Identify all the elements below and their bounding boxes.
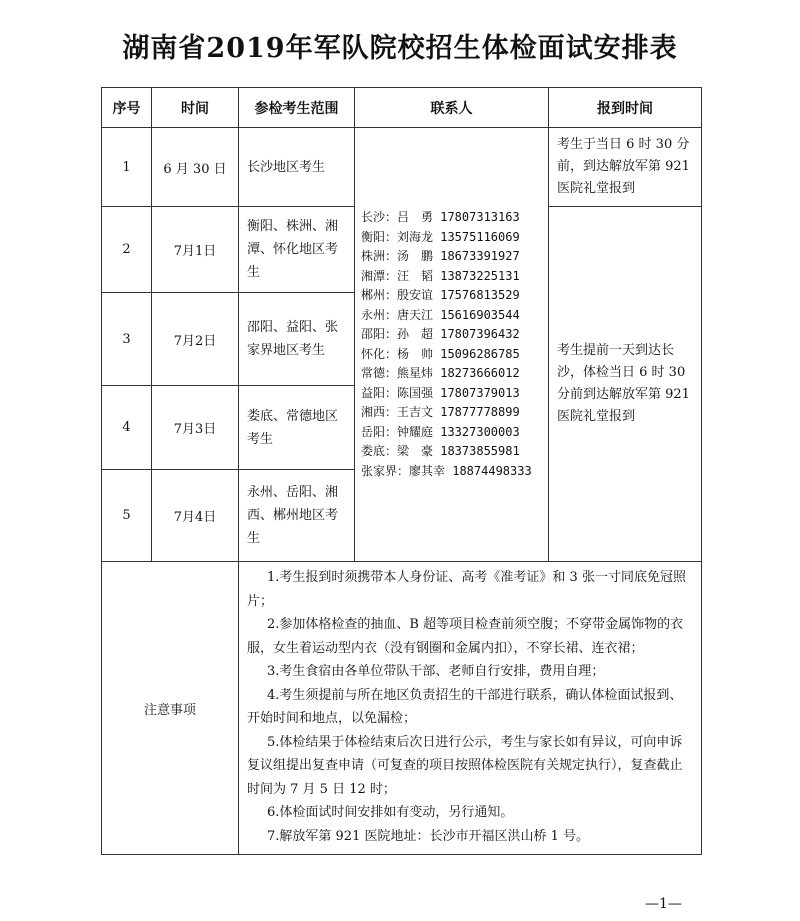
contact-entry: 娄底：梁 豪 18373855981 <box>361 444 520 458</box>
note-item: 2.参加体格检查的抽血、B 超等项目检查前须空腹；不穿带金属饰物的衣服，女生着运动型内衣（没有钢圈和金属内扣），不穿长裙、连衣裙； <box>247 617 684 656</box>
schedule-table <box>101 87 702 855</box>
row-range: 衡阳、株洲、湘潭、怀化地区考生 <box>239 207 355 293</box>
row-seq: 1 <box>102 128 152 207</box>
row-date: 7月2日 <box>152 293 239 386</box>
page-title: 湖南省2019年军队院校招生体检面试安排表 <box>122 33 678 64</box>
note-item: 3.考生食宿由各单位带队干部、老师自行安排，费用自理； <box>267 664 605 679</box>
note-item: 1.考生报到时须携带本人身份证、高考《准考证》和 3 张一寸同底免冠照片； <box>247 570 686 609</box>
row-range: 娄底、常德地区考生 <box>239 386 355 470</box>
contact-entry: 衡阳：刘海龙 13575116069 <box>361 229 520 244</box>
row-seq: 3 <box>102 293 152 386</box>
contact-entry: 岳阳：钟耀庭 13327300003 <box>361 424 520 439</box>
row-range: 永州、岳阳、湘西、郴州地区考生 <box>239 470 355 562</box>
row-range: 长沙地区考生 <box>239 128 355 207</box>
contact-entry: 郴州：殷安谊 17576813529 <box>361 288 520 302</box>
header-arrive: 报到时间 <box>549 88 702 128</box>
header-range: 参检考生范围 <box>239 88 355 128</box>
note-item: 5.体检结果于体检结束后次日进行公示，考生与家长如有异议，可向申诉复议组提出复查申请（可复查的项目按照体检医院有关规定执行），复查截止时间为 7 月 5 日 12 时； <box>247 734 683 797</box>
row-date: 7月3日 <box>152 386 239 470</box>
contact-entry: 湘潭：汪 韬 13873225131 <box>361 268 520 283</box>
contact-entry: 湘西：王吉文 17877778899 <box>361 405 520 419</box>
contacts-cell <box>355 128 549 562</box>
header-contact: 联系人 <box>355 88 549 128</box>
row-date: 7月4日 <box>152 470 239 562</box>
notes-row <box>102 562 702 855</box>
contact-entry: 长沙：吕 勇 17807313163 <box>361 210 520 224</box>
row-range: 邵阳、益阳、张家界地区考生 <box>239 293 355 386</box>
note-item: 4.考生须提前与所在地区负责招生的干部进行联系，确认体检面试报到、开始时间和地点，以免漏检； <box>247 687 683 726</box>
arrive-time-others: 考生提前一天到达长沙，体检当日 6 时 30 分前到达解放军第 921 医院礼堂报到 <box>549 207 702 562</box>
header-seq: 序号 <box>102 88 152 128</box>
note-item: 7.解放军第 921 医院地址：长沙市开福区洪山桥 1 号。 <box>267 828 590 844</box>
contact-entry: 常德：熊星炜 18273666012 <box>361 366 520 380</box>
row-date: 6 月 30 日 <box>152 128 239 207</box>
row-seq: 2 <box>102 207 152 293</box>
contact-entry: 株洲：汤 鹏 18673391927 <box>361 249 520 263</box>
contact-entry: 永州：唐天江 15616903544 <box>361 307 520 322</box>
table-header-row <box>102 88 702 128</box>
note-item: 6.体检面试时间安排如有变动，另行通知。 <box>267 805 514 820</box>
row-seq: 4 <box>102 386 152 470</box>
page-number: —1— <box>645 896 682 912</box>
table-row <box>102 128 702 207</box>
contact-entry: 张家界：廖其幸 18874498333 <box>361 463 532 478</box>
row-date: 7月1日 <box>152 207 239 293</box>
contact-entry: 邵阳：孙 超 17807396432 <box>361 327 520 341</box>
contact-entry: 怀化：杨 帅 15096286785 <box>361 346 520 361</box>
notes-label: 注意事项 <box>102 562 239 855</box>
contact-entry: 益阳：陈国强 17807379013 <box>361 385 520 400</box>
header-time: 时间 <box>152 88 239 128</box>
notes-content <box>239 562 702 855</box>
row-seq: 5 <box>102 470 152 562</box>
arrive-time-first: 考生于当日 6 时 30 分前，到达解放军第 921 医院礼堂报到 <box>549 128 702 207</box>
